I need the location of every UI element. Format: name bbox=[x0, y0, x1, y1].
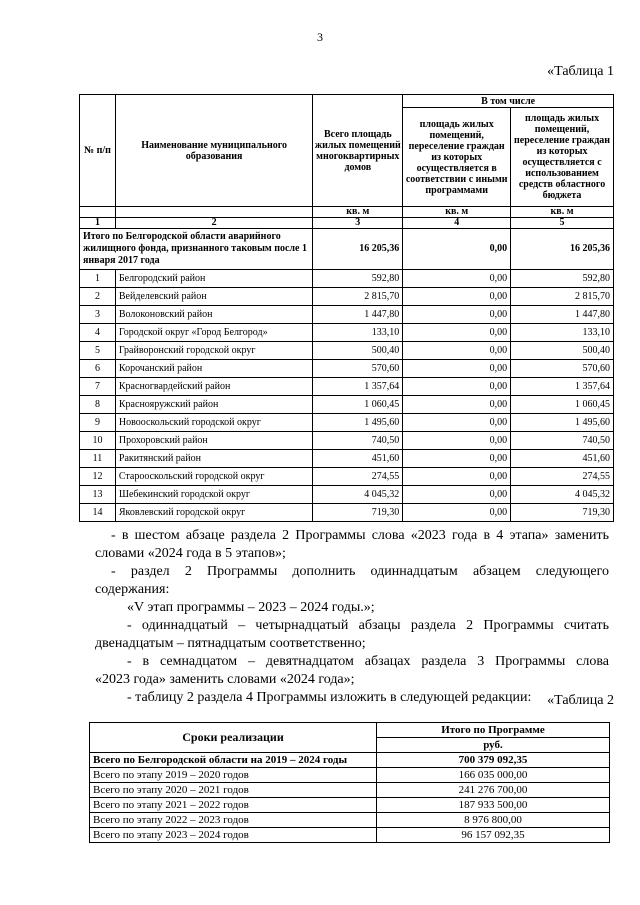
header-num: № п/п bbox=[80, 95, 116, 207]
row-other: 0,00 bbox=[403, 342, 511, 360]
row-other: 0,00 bbox=[403, 468, 511, 486]
page-number: 3 bbox=[317, 30, 323, 44]
row-regional: 500,40 bbox=[511, 342, 614, 360]
row-number: 4 bbox=[80, 324, 116, 342]
col-number: 1 bbox=[80, 218, 116, 229]
table-row bbox=[90, 828, 610, 843]
row-name: Белгородский район bbox=[115, 270, 312, 288]
row-name: Новооскольский городской округ bbox=[115, 414, 312, 432]
row-number: 8 bbox=[80, 396, 116, 414]
row-number: 2 bbox=[80, 288, 116, 306]
row-total: 4 045,32 bbox=[313, 486, 403, 504]
table-row bbox=[90, 753, 610, 768]
table-row bbox=[80, 306, 614, 324]
table-2-caption: «Таблица 2 bbox=[547, 693, 614, 708]
table-2 bbox=[89, 722, 610, 843]
table-row bbox=[80, 396, 614, 414]
row-regional: 740,50 bbox=[511, 432, 614, 450]
row-other: 0,00 bbox=[403, 360, 511, 378]
row-regional: 1 495,60 bbox=[511, 414, 614, 432]
paragraph-1-line-1: - в шестом абзаце раздела 2 Программы слова «2023 года в 4 этапа» заменить bbox=[111, 528, 609, 543]
row-number: 14 bbox=[80, 504, 116, 522]
row-total: 274,55 bbox=[313, 468, 403, 486]
row-total: 740,50 bbox=[313, 432, 403, 450]
row-number: 9 bbox=[80, 414, 116, 432]
row-total: 570,60 bbox=[313, 360, 403, 378]
table-row bbox=[80, 468, 614, 486]
period-value: 700 379 092,35 bbox=[377, 753, 610, 768]
row-regional: 570,60 bbox=[511, 360, 614, 378]
period-value: 241 276 700,00 bbox=[377, 783, 610, 798]
col-number: 3 bbox=[313, 218, 403, 229]
row-regional: 592,80 bbox=[511, 270, 614, 288]
row-total: 500,40 bbox=[313, 342, 403, 360]
unit-other: кв. м bbox=[403, 207, 511, 218]
row-regional: 133,10 bbox=[511, 324, 614, 342]
paragraph-2-line-1: - раздел 2 Программы дополнить одиннадцатым абзацем следующего bbox=[111, 564, 609, 579]
row-name: Старооскольский городской округ bbox=[115, 468, 312, 486]
total-row bbox=[80, 229, 614, 270]
row-name: Вейделевский район bbox=[115, 288, 312, 306]
period-label: Всего по этапу 2022 – 2023 годов bbox=[90, 813, 377, 828]
paragraph-5-line-1: - в семнадцатом – девятнадцатом абзацах раздела 3 Программы слова bbox=[127, 654, 609, 669]
table-row bbox=[80, 486, 614, 504]
row-number: 1 bbox=[80, 270, 116, 288]
paragraph-4-line-1: - одиннадцатый – четырнадцатый абзацы раздела 2 Программы считать bbox=[127, 618, 609, 633]
row-number: 7 bbox=[80, 378, 116, 396]
units-blank-1 bbox=[80, 207, 116, 218]
header-unit: руб. bbox=[377, 738, 610, 753]
row-total: 592,80 bbox=[313, 270, 403, 288]
period-value: 187 933 500,00 bbox=[377, 798, 610, 813]
table-row bbox=[80, 360, 614, 378]
total-row-other: 0,00 bbox=[403, 229, 511, 270]
col-number: 2 bbox=[115, 218, 312, 229]
col-number: 5 bbox=[511, 218, 614, 229]
header-regional: площадь жилых помещений, переселение граждан из которых осуществляется с использованием средств областного бюджета bbox=[511, 108, 614, 207]
period-label: Всего по этапу 2021 – 2022 годов bbox=[90, 798, 377, 813]
row-name: Корочанский район bbox=[115, 360, 312, 378]
row-other: 0,00 bbox=[403, 414, 511, 432]
row-regional: 2 815,70 bbox=[511, 288, 614, 306]
period-label: Всего по этапу 2023 – 2024 годов bbox=[90, 828, 377, 843]
row-other: 0,00 bbox=[403, 396, 511, 414]
row-regional: 274,55 bbox=[511, 468, 614, 486]
row-other: 0,00 bbox=[403, 306, 511, 324]
row-other: 0,00 bbox=[403, 270, 511, 288]
row-other: 0,00 bbox=[403, 324, 511, 342]
table-row bbox=[80, 378, 614, 396]
period-value: 166 035 000,00 bbox=[377, 768, 610, 783]
paragraph-2-line-2: содержания: bbox=[95, 582, 170, 597]
table-row bbox=[80, 414, 614, 432]
unit-regional: кв. м bbox=[511, 207, 614, 218]
period-label: Всего по этапу 2020 – 2021 годов bbox=[90, 783, 377, 798]
row-name: Прохоровский район bbox=[115, 432, 312, 450]
row-name: Городской округ «Город Белгород» bbox=[115, 324, 312, 342]
period-value: 8 976 800,00 bbox=[377, 813, 610, 828]
table-1 bbox=[79, 94, 614, 522]
row-total: 719,30 bbox=[313, 504, 403, 522]
table-row bbox=[90, 813, 610, 828]
row-other: 0,00 bbox=[403, 450, 511, 468]
row-total: 133,10 bbox=[313, 324, 403, 342]
row-total: 451,60 bbox=[313, 450, 403, 468]
row-name: Яковлевский городской округ bbox=[115, 504, 312, 522]
table-row bbox=[80, 432, 614, 450]
period-label: Всего по Белгородской области на 2019 – 2024 годы bbox=[90, 753, 377, 768]
total-row-total: 16 205,36 bbox=[313, 229, 403, 270]
row-regional: 451,60 bbox=[511, 450, 614, 468]
row-number: 11 bbox=[80, 450, 116, 468]
total-row-regional: 16 205,36 bbox=[511, 229, 614, 270]
table-row bbox=[80, 324, 614, 342]
row-number: 10 bbox=[80, 432, 116, 450]
col-number: 4 bbox=[403, 218, 511, 229]
row-name: Грайворонский городской округ bbox=[115, 342, 312, 360]
table-row bbox=[90, 798, 610, 813]
period-value: 96 157 092,35 bbox=[377, 828, 610, 843]
period-label: Всего по этапу 2019 – 2020 годов bbox=[90, 768, 377, 783]
paragraph-6: - таблицу 2 раздела 4 Программы изложить в следующей редакции: bbox=[127, 690, 532, 705]
row-regional: 1 357,64 bbox=[511, 378, 614, 396]
row-total: 2 815,70 bbox=[313, 288, 403, 306]
row-number: 5 bbox=[80, 342, 116, 360]
table-row bbox=[90, 768, 610, 783]
table-row bbox=[90, 783, 610, 798]
header-program-total: Итого по Программе bbox=[377, 723, 610, 738]
paragraph-1-line-2: словами «2024 года в 5 этапов»; bbox=[95, 546, 286, 561]
row-total: 1 060,45 bbox=[313, 396, 403, 414]
row-name: Шебекинский городской округ bbox=[115, 486, 312, 504]
table-row bbox=[80, 504, 614, 522]
row-name: Волоконовский район bbox=[115, 306, 312, 324]
row-total: 1 495,60 bbox=[313, 414, 403, 432]
table-row bbox=[80, 342, 614, 360]
row-number: 6 bbox=[80, 360, 116, 378]
row-number: 3 bbox=[80, 306, 116, 324]
unit-total: кв. м bbox=[313, 207, 403, 218]
row-other: 0,00 bbox=[403, 486, 511, 504]
paragraph-5-line-2: «2023 года» заменить словами «2024 года»; bbox=[95, 672, 355, 687]
header-period: Сроки реализации bbox=[90, 723, 377, 753]
row-number: 12 bbox=[80, 468, 116, 486]
units-blank-2 bbox=[115, 207, 312, 218]
header-name: Наименование муниципального образования bbox=[115, 95, 312, 207]
row-total: 1 447,80 bbox=[313, 306, 403, 324]
header-total: Всего площадь жилых помещений многоквартирных домов bbox=[313, 95, 403, 207]
table-row bbox=[80, 450, 614, 468]
paragraph-3: «V этап программы – 2023 – 2024 годы.»; bbox=[127, 600, 375, 615]
row-name: Краснояружский район bbox=[115, 396, 312, 414]
table-1-caption: «Таблица 1 bbox=[547, 64, 614, 79]
total-row-name: Итого по Белгородской области аварийного жилищного фонда, признанного таковым после 1 января 2017 года bbox=[80, 229, 313, 270]
row-total: 1 357,64 bbox=[313, 378, 403, 396]
row-other: 0,00 bbox=[403, 432, 511, 450]
row-other: 0,00 bbox=[403, 504, 511, 522]
row-other: 0,00 bbox=[403, 378, 511, 396]
row-number: 13 bbox=[80, 486, 116, 504]
header-group: В том числе bbox=[403, 95, 614, 108]
row-regional: 719,30 bbox=[511, 504, 614, 522]
row-regional: 1 060,45 bbox=[511, 396, 614, 414]
row-name: Ракитянский район bbox=[115, 450, 312, 468]
header-other: площадь жилых помещений, переселение граждан из которых осуществляется в соответствии с иными программами bbox=[403, 108, 511, 207]
row-other: 0,00 bbox=[403, 288, 511, 306]
row-regional: 1 447,80 bbox=[511, 306, 614, 324]
table-row bbox=[80, 270, 614, 288]
table-row bbox=[80, 288, 614, 306]
paragraph-4-line-2: двенадцатым – пятнадцатым соответственно; bbox=[95, 636, 366, 651]
row-name: Красногвардейский район bbox=[115, 378, 312, 396]
row-regional: 4 045,32 bbox=[511, 486, 614, 504]
